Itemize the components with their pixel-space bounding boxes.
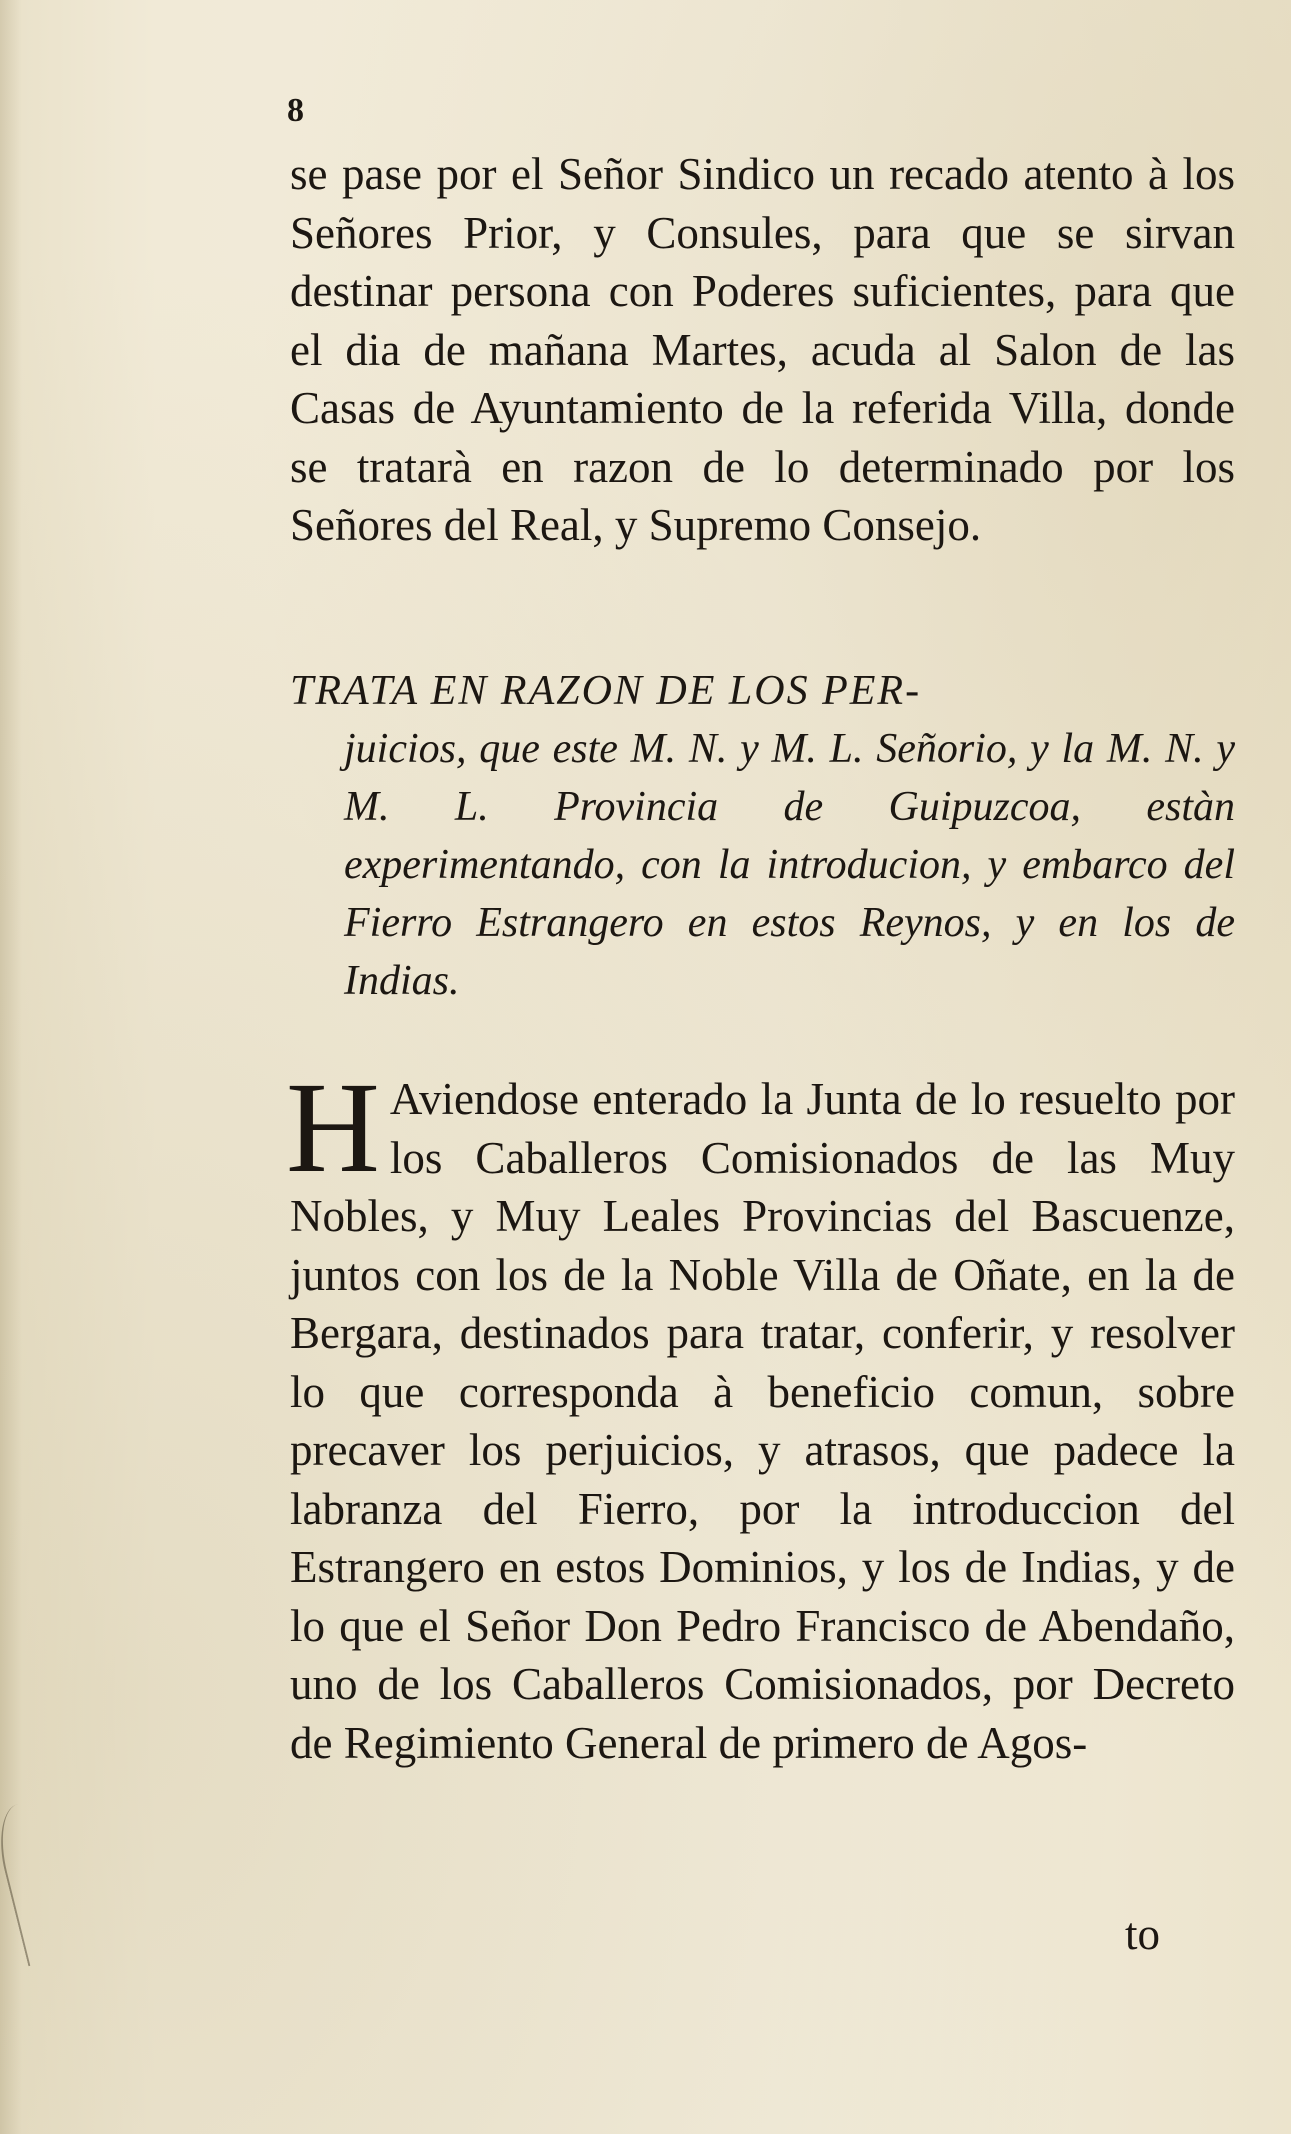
section-heading (290, 662, 1235, 1010)
section-heading-caps: TRATA EN RAZON DE LOS PER- (290, 668, 922, 714)
catchword: to (1125, 1909, 1161, 1959)
paragraph-2-text: Aviendose enterado la Junta de lo resuelto por los Caballeros Comisionados de las Muy Nobles, y Muy Leales Provincias del Bascuenze, juntos con los de la Noble Villa de Oñate, en la de Bergara, destinados para tratar, conferir, y resolver lo que corresponda à beneficio comun, sobre precaver los perjuicios, y atrasos, que padece la labranza del Fierro, por la introduccion del Estrangero en estos Dominios, y los de Indias, y de lo que el Señor Don Pedro Francisco de Abendaño, uno de los Caballeros Comisionados, por Decreto de Regimiento General de primero de Agos- (290, 1074, 1235, 1768)
paragraph-1: se pase por el Señor Sindico un recado atento à los Señores Prior, y Consules, para que se sirvan destinar persona con Poderes suficientes, para que el dia de mañana Martes, acuda al Salon de las Casas de Ayuntamiento de la referida Villa, donde se tratarà en razon de lo determinado por los Señores del Real, y Supremo Consejo. (290, 149, 1235, 550)
section-heading-text: juicios, que este M. N. y M. L. Señorio, y la M. N. y M. L. Provincia de Guipuzcoa, estàn experimentando, con la introducion, y embarco del Fierro Estrangero en estos Reynos, y en los de Indias. (344, 726, 1235, 1004)
paragraph-2 (286, 1056, 1235, 1772)
drop-cap: H (286, 1056, 380, 1200)
page-number: 8 (287, 92, 304, 129)
